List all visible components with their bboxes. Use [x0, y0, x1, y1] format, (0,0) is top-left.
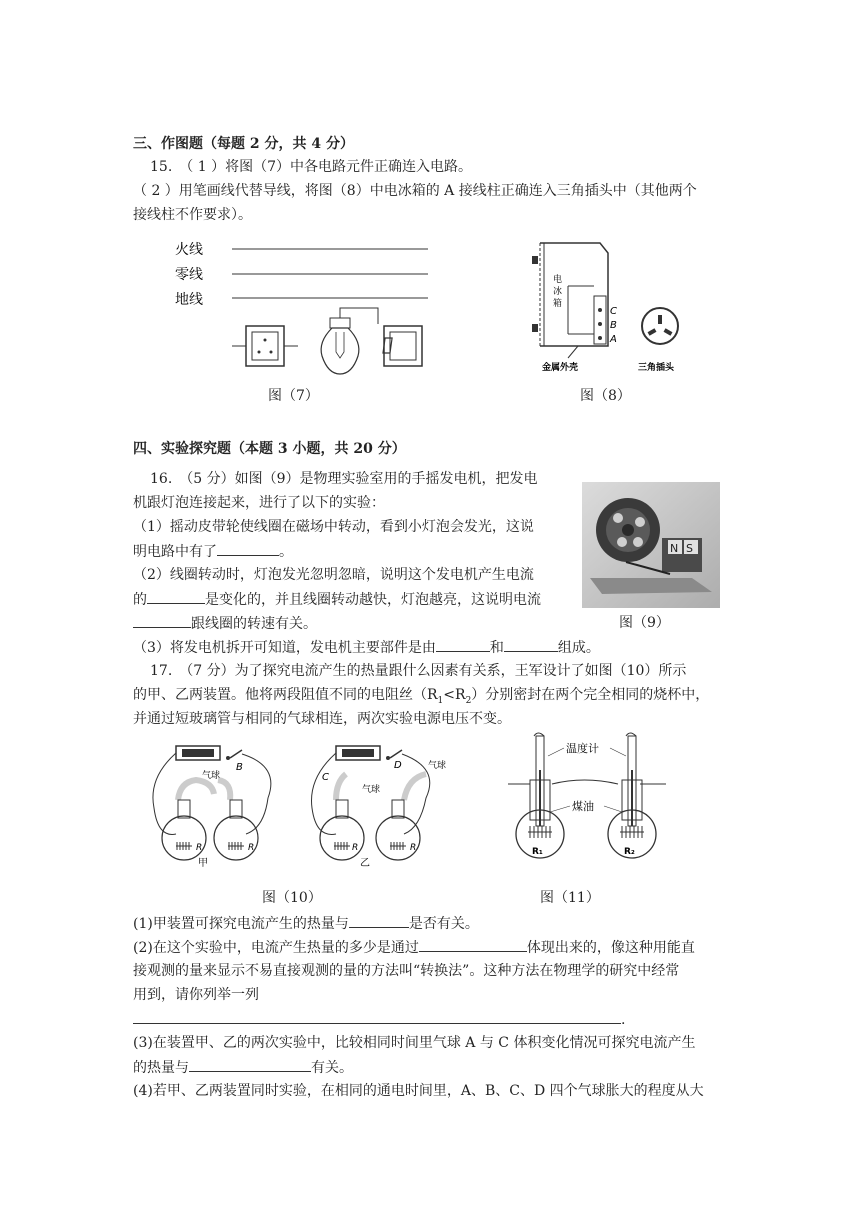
answer-blank[interactable] [349, 913, 409, 928]
thermometer-label: 温度计 [566, 742, 599, 755]
q16-line1: 16. （5 分）如图（9）是物理实验室用的手摇发电机，把发电 [150, 471, 538, 487]
answer-blank[interactable] [436, 637, 490, 652]
label-yi: 乙 [360, 858, 370, 869]
q17-part3-line2: 的热量与 有关。 [133, 1057, 353, 1078]
q17-part3-line1: (3)在装置甲、乙的两次实验中，比较相同时间里气球 A 与 C 体积变化情况可探究电流产生 [133, 1035, 696, 1051]
q17-line2: 的甲、乙两装置。他将两段阻值不同的电阻丝$(R_1<R_2)$分别密封在两个完全相同的烧杯中， [133, 687, 710, 706]
plug-label: 三角插头 [638, 363, 675, 373]
terminal-c-label: C [610, 306, 617, 317]
q16-line3: （1）摇动皮带轮使线圈在磁场中转动，看到小灯泡会发光，这说 [133, 519, 534, 535]
figure-11-caption: 图（11） [540, 890, 600, 906]
answer-blank[interactable] [189, 1057, 311, 1072]
q16-line4: 明电路中有了 。 [133, 541, 293, 562]
answer-blank[interactable] [133, 613, 191, 628]
apparatus-jia [153, 746, 271, 869]
answer-blank[interactable] [217, 541, 279, 556]
q17-line3: 并通过短玻璃管与相同的气球相连，两次实验电源电压不变。 [133, 711, 511, 727]
apparatus-yi [312, 746, 447, 869]
r2-label-fig11: R₂ [624, 847, 635, 857]
q16-line2: 机跟灯泡连接起来，进行了以下的实验： [133, 495, 385, 511]
figure-11-thermometers [508, 730, 668, 860]
r2-label-yi: R [410, 843, 417, 853]
fridge-label-3: 箱 [553, 299, 563, 309]
q17-part4: (4)若甲、乙两装置同时实验，在相同的通电时间里，A、B、C、D 四个气球胀大的程度从大 [133, 1083, 704, 1099]
balloon-label-yi-2: 气球 [428, 761, 447, 771]
balloon-label-jia: 气球 [202, 771, 221, 781]
terminal-b-label: B [610, 320, 617, 331]
section3-heading: 三、作图题（每题 2 分，共 4 分） [133, 136, 354, 152]
ground-wire-label: 地线 [175, 292, 203, 308]
balloon-c-label: C [322, 772, 329, 783]
q17-part2-line3: 用到，请你列举一列 [133, 987, 259, 1003]
svg-text:S: S [686, 542, 693, 555]
answer-blank[interactable] [133, 1009, 621, 1024]
figure-7-circuit [170, 232, 450, 382]
lamp-icon [321, 308, 378, 374]
fire-wire-label: 火线 [175, 242, 203, 258]
q15-line3: 接线柱不作要求）。 [133, 207, 252, 223]
q16-line7: 跟线圈的转速有关。 [133, 613, 317, 634]
figure-8-caption: 图（8） [580, 388, 631, 404]
q17-part1: (1)甲装置可探究电流产生的热量与 是否有关。 [133, 913, 479, 934]
q15-line1: 15. （ 1 ）将图（7）中各电路元件正确连入电路。 [150, 159, 472, 175]
r1-label-yi: R [352, 843, 359, 853]
fridge-icon [532, 243, 617, 373]
figure-9-generator-photo [582, 482, 720, 608]
three-pin-plug-icon [638, 308, 678, 373]
svg-text:N: N [670, 542, 679, 555]
r1-label-jia: R [196, 843, 203, 853]
q17-part2-line1: (2)在这个实验中，电流产生热量的多少是通过 体现出来的，像这种用能直 [133, 937, 695, 958]
figure-10-apparatus [140, 738, 470, 870]
terminal-a-label: A [610, 334, 617, 345]
answer-blank[interactable] [419, 937, 527, 952]
q17-line1: 17. （7 分）为了探究电流产生的热量跟什么因素有关系，王军设计了如图（10）所示 [150, 663, 687, 679]
figure-10-caption: 图（10） [262, 890, 322, 906]
kerosene-label: 煤油 [572, 800, 594, 813]
answer-blank[interactable] [504, 637, 558, 652]
q17-part2-line2: 接观测的量来显示不易直接观测的量的方法叫“转换法”。这种方法在物理学的研究中经常 [133, 963, 680, 979]
zero-wire-label: 零线 [175, 267, 203, 283]
balloon-d-label: D [394, 760, 402, 771]
r2-label-jia: R [248, 843, 255, 853]
q16-line8: （3）将发电机拆开可知道，发电机主要部件是由 和 组成。 [133, 637, 600, 658]
r1-label-fig11: R₁ [532, 847, 543, 857]
section4-heading: 四、实验探究题（本题 3 小题，共 20 分） [133, 441, 406, 457]
label-jia: 甲 [198, 858, 208, 869]
q15-line2: （ 2 ）用笔画线代替导线，将图（8）中电冰箱的 A 接线柱正确连入三角插头中（其他两个 [133, 183, 697, 199]
figure-7-caption: 图（7） [268, 388, 319, 404]
fridge-label-2: 冰 [553, 287, 563, 297]
fridge-label-1: 电 [553, 275, 563, 285]
switch-icon [383, 326, 422, 366]
balloon-b-label: B [236, 762, 243, 773]
q16-line6: 的 是变化的，并且线圈转动越快，灯泡越亮，这说明电流 [133, 589, 541, 610]
q17-part2-line4: . [133, 1009, 625, 1030]
metal-shell-label: 金属外壳 [542, 363, 579, 373]
socket-icon [232, 326, 298, 366]
answer-blank[interactable] [147, 589, 205, 604]
figure-8-fridge [520, 238, 720, 378]
q16-line5: （2）线圈转动时，灯泡发光忽明忽暗，说明这个发电机产生电流 [133, 567, 534, 583]
balloon-label-yi-1: 气球 [362, 785, 381, 795]
figure-9-caption: 图（9） [619, 615, 670, 631]
